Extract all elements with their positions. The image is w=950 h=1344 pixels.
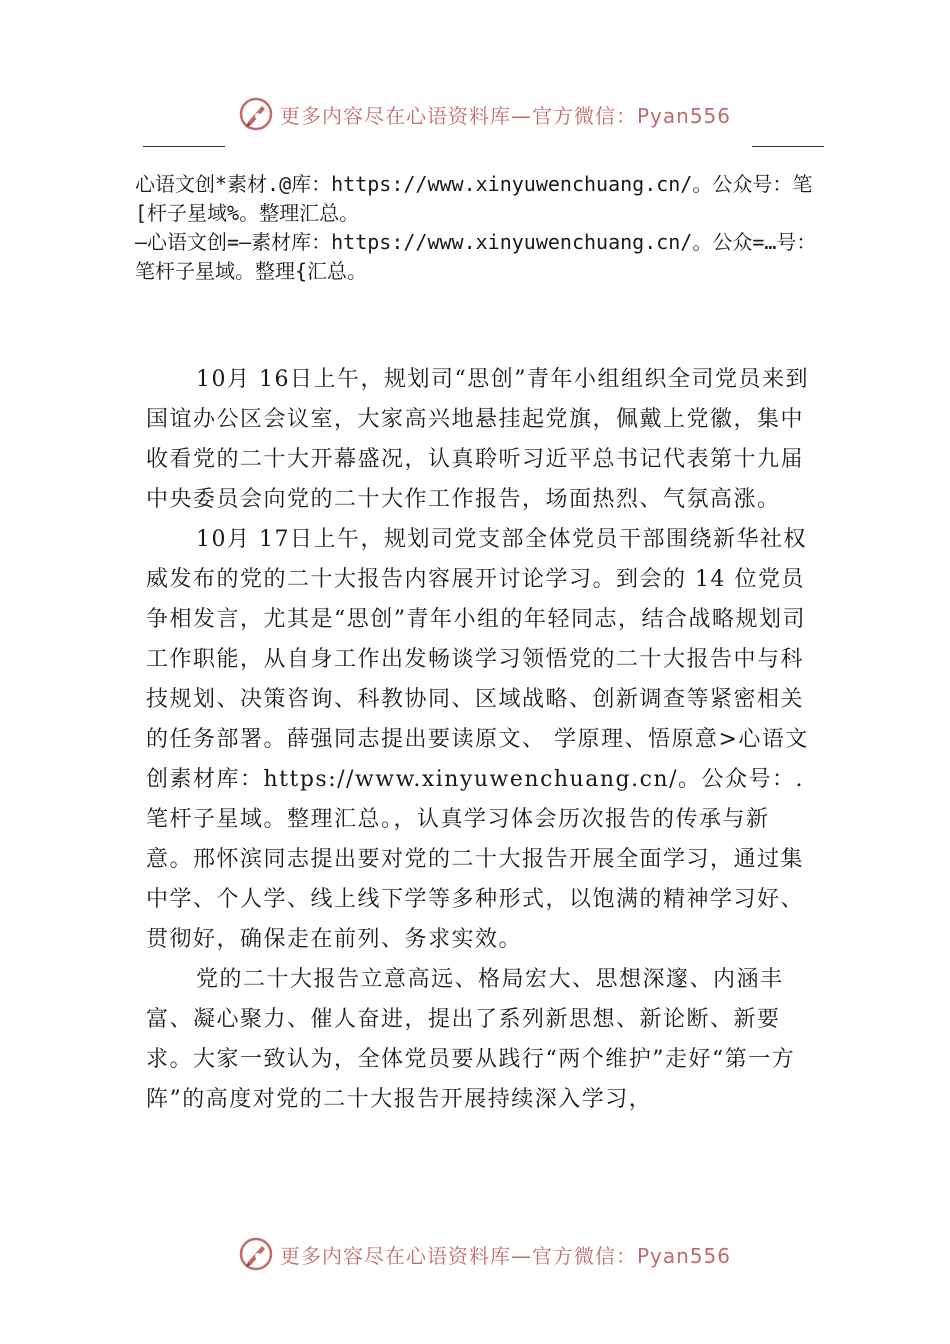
paragraph-1: 10月 16日上午，规划司“思创”青年小组组织全司党员来到国谊办公区会议室，大家高兴地悬挂起党旗，佩戴上党徽，集中收看党的二十大开幕盛况，认真聆听习近平总书记代表第十九届中央委员会向党的二十大作工作报告，场面热烈、气氛高涨。 xyxy=(146,367,809,512)
header-rule-right xyxy=(752,146,824,147)
article-body xyxy=(146,360,814,1120)
bottom-watermark-banner xyxy=(0,1232,950,1276)
source-notice-line-1: 心语文创*素材.@库：https://www.xinyuwenchuang.cn/。公众号：笔[杆子星域%。整理汇总。 xyxy=(135,172,813,225)
watermark-text: 更多内容尽在心语资料库—官方微信：Pyan556 xyxy=(280,103,732,128)
pen-logo-icon xyxy=(238,1236,274,1272)
source-notice-line-2: —心语文创=—素材库：https://www.xinyuwenchuang.cn/。公众=…号：笔杆子星域。整理{汇总。 xyxy=(135,230,817,283)
top-watermark-banner xyxy=(0,92,950,136)
pen-logo-icon xyxy=(238,96,274,132)
watermark-text: 更多内容尽在心语资料库—官方微信：Pyan556 xyxy=(280,1243,732,1268)
source-notice xyxy=(135,170,835,286)
header-rule-left xyxy=(143,146,225,147)
paragraph-2: 10月 17日上午，规划司党支部全体党员干部围绕新华社权威发布的党的二十大报告内容展开讨论学习。到会的 14 位党员争相发言，尤其是“思创”青年小组的年轻同志，结合战略规划司工作职能，从自身工作出发畅谈学习领悟党的二十大报告中与科技规划、决策咨询、科教协同、区域战略、创新调查等紧密相关的任务部署。薛强同志提出要读原文、 学原理、悟原意>心语文创素材库：https://www.xinyuwenchuang.cn/。公众号：.笔杆子星域。整理汇总。，认真学习体会历次报告的传承与新意。邢怀滨同志提出要对党的二十大报告开展全面学习，通过集中学、个人学、线上线下学等多种形式，以饱满的精神学习好、贯彻好，确保走在前列、务求实效。 xyxy=(146,527,809,952)
paragraph-3: 党的二十大报告立意高远、格局宏大、思想深邃、内涵丰富、凝心聚力、催人奋进，提出了系列新思想、新论断、新要求。大家一致认为，全体党员要从践行“两个维护”走好“第一方阵”的高度对党的二十大报告开展持续深入学习， xyxy=(146,967,796,1112)
